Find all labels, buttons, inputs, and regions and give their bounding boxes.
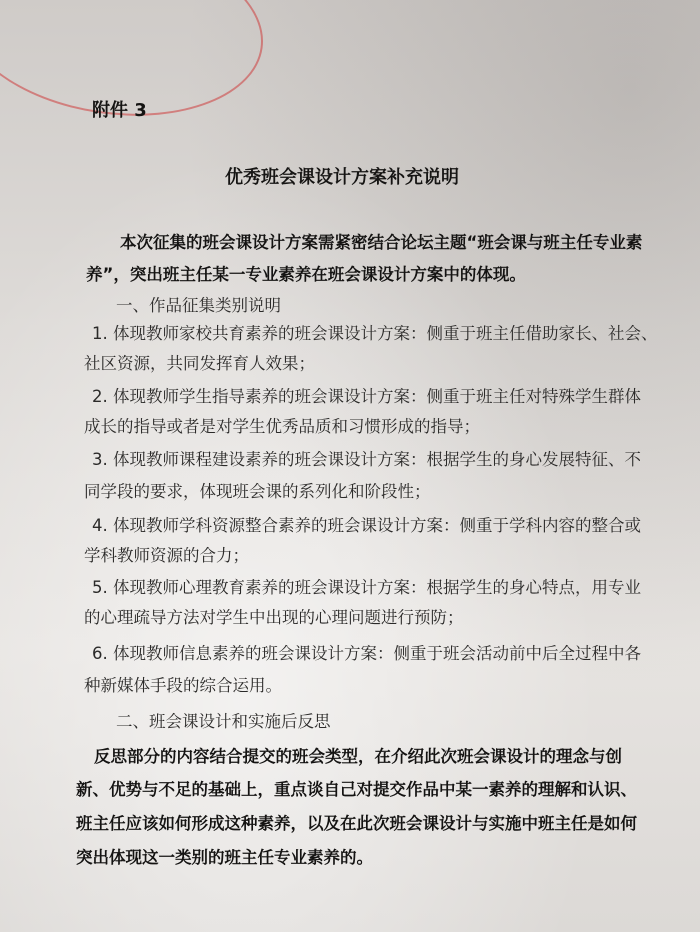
reflection-line: 新、优势与不足的基础上，重点谈自己对提交作品中某一素养的理解和认识、 (76, 780, 637, 799)
intro-line: 养”，突出班主任某一专业素养在班会课设计方案中的体现。 (86, 265, 526, 284)
intro-line: 本次征集的班会课设计方案需紧密结合论坛主题“班会课与班主任专业素 (120, 233, 643, 252)
item-line: 3. 体现教师课程建设素养的班会课设计方案：根据学生的身心发展特征、不 (92, 450, 641, 469)
section-heading-2: 二、班会课设计和实施后反思 (116, 712, 331, 731)
attachment-label: 附件 3 (92, 100, 147, 121)
item-line: 种新媒体手段的综合运用。 (84, 676, 282, 695)
document-title: 优秀班会课设计方案补充说明 (225, 167, 459, 188)
item-line: 4. 体现教师学科资源整合素养的班会课设计方案：侧重于学科内容的整合或 (92, 516, 641, 535)
item-line: 同学段的要求，体现班会课的系列化和阶段性； (84, 482, 431, 501)
item-line: 的心理疏导方法对学生中出现的心理问题进行预防； (84, 608, 464, 627)
reflection-line: 班主任应该如何形成这种素养，以及在此次班会课设计与实施中班主任是如何 (76, 814, 637, 833)
reflection-line: 突出体现这一类别的班主任专业素养的。 (76, 848, 373, 867)
item-line: 5. 体现教师心理教育素养的班会课设计方案：根据学生的身心特点，用专业 (92, 578, 641, 597)
item-line: 学科教师资源的合力； (84, 546, 249, 565)
item-line: 成长的指导或者是对学生优秀品质和习惯形成的指导； (84, 417, 480, 436)
item-line: 1. 体现教师家校共育素养的班会课设计方案：侧重于班主任借助家长、社会、 (92, 324, 658, 343)
item-line: 2. 体现教师学生指导素养的班会课设计方案：侧重于班主任对特殊学生群体 (92, 387, 641, 406)
item-line: 6. 体现教师信息素养的班会课设计方案：侧重于班会活动前中后全过程中各 (92, 644, 641, 663)
item-line: 社区资源，共同发挥育人效果； (84, 354, 315, 373)
reflection-line: 反思部分的内容结合提交的班会类型，在介绍此次班会课设计的理念与创 (94, 747, 622, 766)
section-heading-1: 一、作品征集类别说明 (116, 296, 281, 315)
